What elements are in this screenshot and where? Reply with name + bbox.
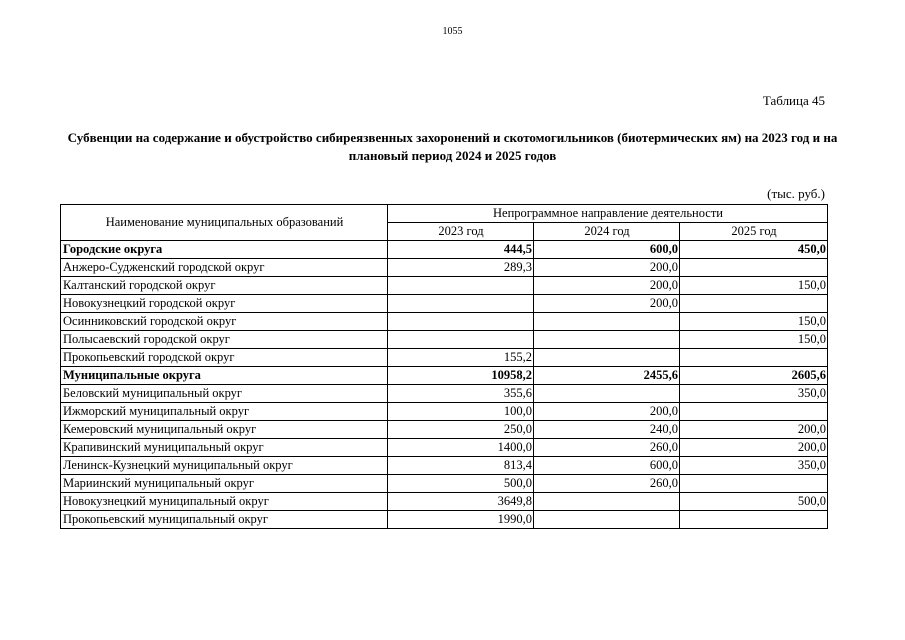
table-row bbox=[61, 349, 828, 367]
row-value-2024-cell: 600,0 bbox=[534, 241, 680, 259]
table-row bbox=[61, 457, 828, 475]
row-value-2024-cell: 200,0 bbox=[534, 277, 680, 295]
units-label: (тыс. руб.) bbox=[767, 186, 825, 201]
row-value-2024-cell bbox=[534, 385, 680, 403]
row-value-2024-cell bbox=[534, 331, 680, 349]
document-title: Субвенции на содержание и обустройство сибиреязвенных захоронений и скотомогильников (биотермических ям) на 2023 год и на плановый период 2024 и 2025 годов bbox=[67, 130, 838, 163]
row-value-2023-cell: 100,0 bbox=[388, 403, 534, 421]
row-name-cell: Ижморский муниципальный округ bbox=[61, 403, 388, 421]
table-row bbox=[61, 331, 828, 349]
row-value-2025-cell bbox=[680, 259, 828, 277]
table-label: Таблица 45 bbox=[762, 93, 825, 108]
table-row bbox=[61, 385, 828, 403]
table-row bbox=[61, 277, 828, 295]
row-name-cell: Новокузнецкий городской округ bbox=[61, 295, 388, 313]
table-body bbox=[61, 241, 828, 529]
page-number: 1055 bbox=[442, 26, 463, 37]
row-name-cell: Беловский муниципальный округ bbox=[61, 385, 388, 403]
subvention-table bbox=[60, 204, 828, 529]
row-value-2024-cell: 2455,6 bbox=[534, 367, 680, 385]
row-name-cell: Прокопьевский муниципальный округ bbox=[61, 511, 388, 529]
row-value-2023-cell bbox=[388, 295, 534, 313]
row-value-2025-cell: 200,0 bbox=[680, 439, 828, 457]
row-value-2024-cell bbox=[534, 349, 680, 367]
row-value-2023-cell: 500,0 bbox=[388, 475, 534, 493]
table-row bbox=[61, 403, 828, 421]
row-value-2023-cell: 3649,8 bbox=[388, 493, 534, 511]
row-name-cell: Новокузнецкий муниципальный округ bbox=[61, 493, 388, 511]
row-value-2023-cell: 1400,0 bbox=[388, 439, 534, 457]
row-value-2025-cell: 450,0 bbox=[680, 241, 828, 259]
row-value-2024-cell: 200,0 bbox=[534, 403, 680, 421]
row-name-cell: Городские округа bbox=[61, 241, 388, 259]
table-row bbox=[61, 259, 828, 277]
table-row bbox=[61, 475, 828, 493]
row-value-2023-cell: 289,3 bbox=[388, 259, 534, 277]
row-value-2025-cell bbox=[680, 403, 828, 421]
row-value-2023-cell: 1990,0 bbox=[388, 511, 534, 529]
row-value-2025-cell: 150,0 bbox=[680, 313, 828, 331]
row-name-cell: Калтанский городской округ bbox=[61, 277, 388, 295]
row-value-2024-cell: 200,0 bbox=[534, 259, 680, 277]
row-value-2025-cell bbox=[680, 349, 828, 367]
row-value-2025-cell: 350,0 bbox=[680, 457, 828, 475]
row-value-2023-cell: 813,4 bbox=[388, 457, 534, 475]
table-row bbox=[61, 295, 828, 313]
header-year-2025: 2025 год bbox=[680, 223, 828, 241]
table-row bbox=[61, 511, 828, 529]
row-value-2024-cell: 200,0 bbox=[534, 295, 680, 313]
row-value-2023-cell: 355,6 bbox=[388, 385, 534, 403]
table-row bbox=[61, 421, 828, 439]
table-row bbox=[61, 439, 828, 457]
row-value-2025-cell: 350,0 bbox=[680, 385, 828, 403]
row-value-2025-cell: 500,0 bbox=[680, 493, 828, 511]
row-value-2023-cell: 10958,2 bbox=[388, 367, 534, 385]
row-value-2023-cell bbox=[388, 313, 534, 331]
row-name-cell: Муниципальные округа bbox=[61, 367, 388, 385]
row-name-cell: Анжеро-Судженский городской округ bbox=[61, 259, 388, 277]
row-value-2024-cell: 600,0 bbox=[534, 457, 680, 475]
row-name-cell: Полысаевский городской округ bbox=[61, 331, 388, 349]
row-value-2024-cell bbox=[534, 511, 680, 529]
row-value-2023-cell: 444,5 bbox=[388, 241, 534, 259]
row-value-2025-cell bbox=[680, 511, 828, 529]
table-row bbox=[61, 367, 828, 385]
row-value-2023-cell bbox=[388, 331, 534, 349]
row-name-cell: Прокопьевский городской округ bbox=[61, 349, 388, 367]
table-row bbox=[61, 313, 828, 331]
row-name-cell: Мариинский муниципальный округ bbox=[61, 475, 388, 493]
header-activity-group: Непрограммное направление деятельности bbox=[388, 205, 828, 223]
table-row bbox=[61, 241, 828, 259]
row-value-2023-cell bbox=[388, 277, 534, 295]
header-year-2023: 2023 год bbox=[388, 223, 534, 241]
row-name-cell: Ленинск-Кузнецкий муниципальный округ bbox=[61, 457, 388, 475]
row-value-2025-cell: 200,0 bbox=[680, 421, 828, 439]
row-value-2024-cell bbox=[534, 493, 680, 511]
row-value-2025-cell bbox=[680, 475, 828, 493]
row-name-cell: Кемеровский муниципальный округ bbox=[61, 421, 388, 439]
row-value-2025-cell: 150,0 bbox=[680, 331, 828, 349]
row-name-cell: Осинниковский городской округ bbox=[61, 313, 388, 331]
row-value-2025-cell bbox=[680, 295, 828, 313]
row-value-2024-cell: 260,0 bbox=[534, 439, 680, 457]
header-year-2024: 2024 год bbox=[534, 223, 680, 241]
row-value-2025-cell: 2605,6 bbox=[680, 367, 828, 385]
row-value-2024-cell: 260,0 bbox=[534, 475, 680, 493]
row-value-2024-cell: 240,0 bbox=[534, 421, 680, 439]
row-value-2024-cell bbox=[534, 313, 680, 331]
table-row bbox=[61, 493, 828, 511]
row-value-2023-cell: 250,0 bbox=[388, 421, 534, 439]
row-value-2023-cell: 155,2 bbox=[388, 349, 534, 367]
row-value-2025-cell: 150,0 bbox=[680, 277, 828, 295]
row-name-cell: Крапивинский муниципальный округ bbox=[61, 439, 388, 457]
header-municipality-name: Наименование муниципальных образований bbox=[61, 205, 388, 241]
